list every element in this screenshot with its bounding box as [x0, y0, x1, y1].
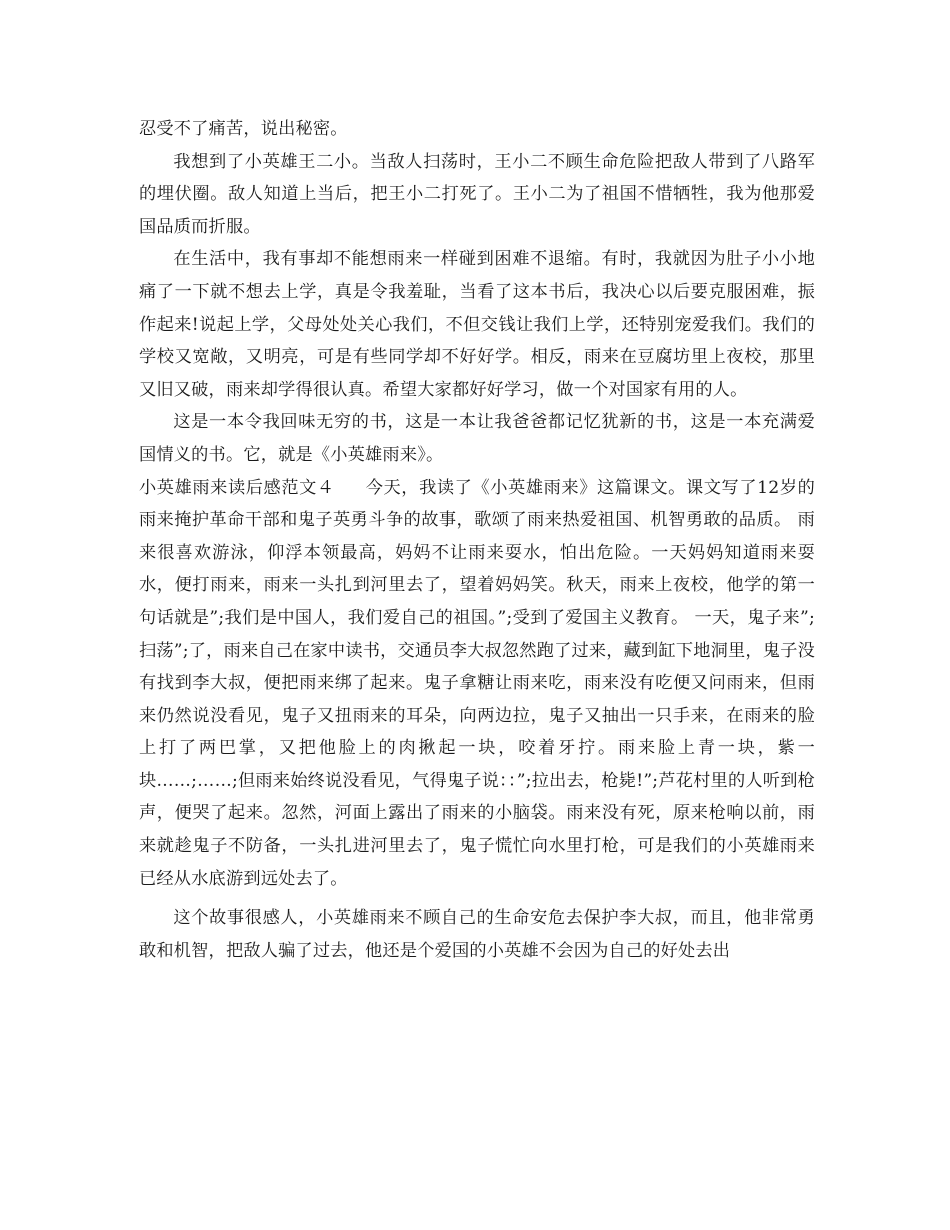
closing-paragraph: 这个故事很感人，小英雄雨来不顾自己的生命安危去保护李大叔，而且，他非常勇敢和机智，把敌人骗了过去，他还是个爱国的小英雄不会因为自己的好处去出 [139, 908, 815, 961]
essay-4-title: 小英雄雨来读后感范文４ [139, 477, 335, 498]
paragraph-4: 这是一本令我回味无穷的书，这是一本让我爸爸都记忆犹新的书，这是一本充满爱国情义的书。它，就是《小英雄雨来》。 [139, 412, 815, 465]
document-page [139, 113, 815, 967]
paragraph-3: 在生活中，我有事却不能想雨来一样碰到困难不退缩。有时，我就因为肚子小小地痛了一下就不想去上学，真是令我羞耻，当看了这本书后，我决心以后要克服困难，振作起来!说起上学，父母处处关心我们，不但交钱让我们上学，还特别宠爱我们。我们的学校又宽敞，又明亮，可是有些同学却不好好学。相反，雨来在豆腐坊里上夜校，那里又旧又破，雨来却学得很认真。希望大家都好好学习，做一个对国家有用的人。 [139, 249, 815, 400]
essay-4-paragraph [139, 472, 815, 896]
essay-4-body: 今天，我读了《小英雄雨来》这篇课文。课文写了12岁的雨来掩护革命干部和鬼子英勇斗争的故事，歌颂了雨来热爱祖国、机智勇敢的品质。 雨来很喜欢游泳，仰浮本领最高，妈妈不让雨来耍水，怕出危险。一天妈妈知道雨来耍水，便打雨来，雨来一头扎到河里去了，望着妈妈笑。秋天，雨来上夜校，他学的第一句话就是”;我们是中国人，我们爱自己的祖国。”;受到了爱国主义教育。 一天，鬼子来”;扫荡”;了，雨来自己在家中读书，交通员李大叔忽然跑了过来，藏到缸下地洞里，鬼子没有找到李大叔，便把雨来绑了起来。鬼子拿糖让雨来吃，雨来没有吃便又问雨来，但雨来仍然说没看见，鬼子又扭雨来的耳朵，向两边拉，鬼子又抽出一只手来，在雨来的脸上打了两巴掌，又把他脸上的肉揪起一块，咬着牙拧。雨来脸上青一块，紫一块……;……;但雨来始终说没看见，气得鬼子说：：”;拉出去，枪毙!”;芦花村里的人听到枪声，便哭了起来。忽然，河面上露出了雨来的小脑袋。雨来没有死，原来枪响以前，雨来就趁鬼子不防备，一头扎进河里去了，鬼子慌忙向水里打枪，可是我们的小英雄雨来已经从水底游到远处去了。 [139, 477, 815, 889]
paragraph-2: 我想到了小英雄王二小。当敌人扫荡时，王小二不顾生命危险把敌人带到了八路军的埋伏圈。敌人知道上当后，把王小二打死了。王小二为了祖国不惜牺牲，我为他那爱国品质而折服。 [139, 151, 815, 237]
paragraph-1: 忍受不了痛苦，说出秘密。 [139, 119, 348, 139]
